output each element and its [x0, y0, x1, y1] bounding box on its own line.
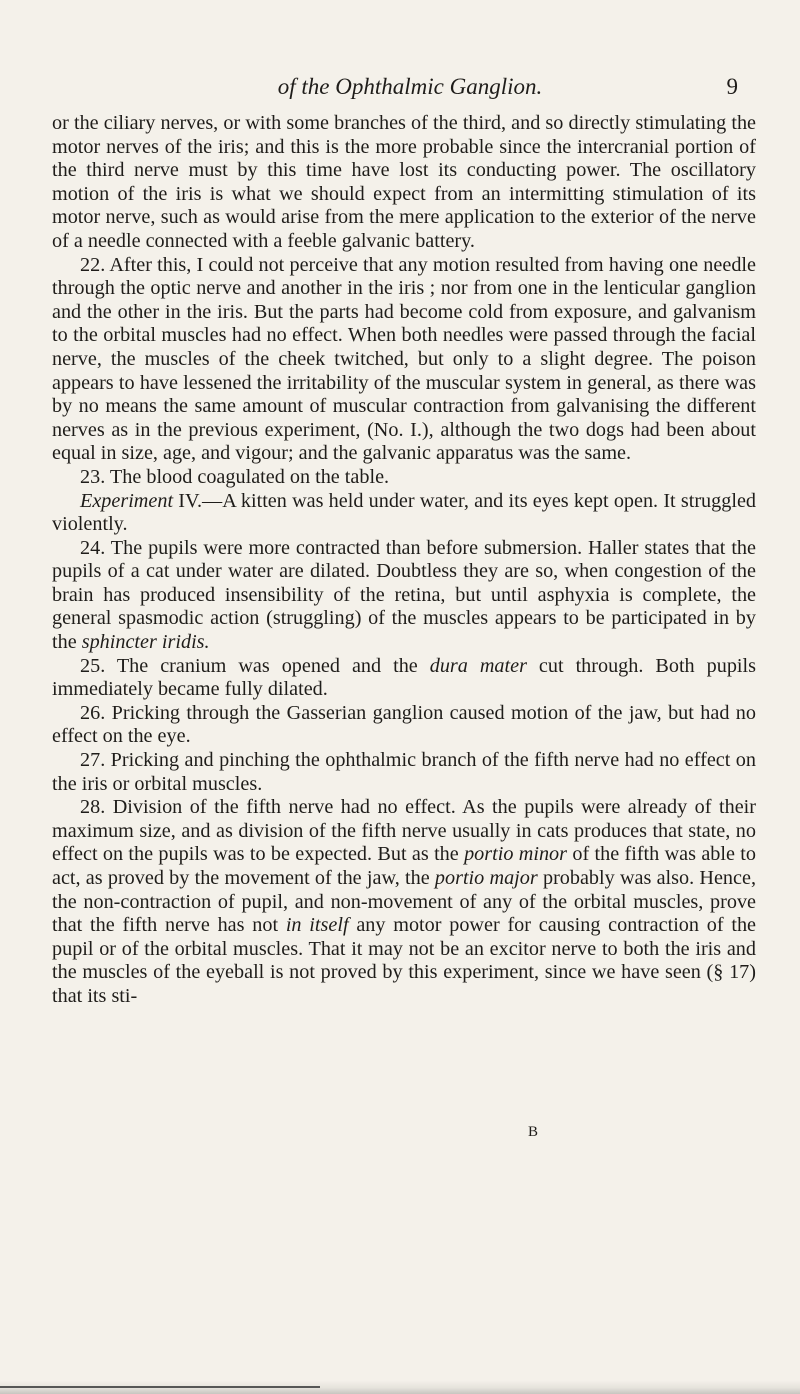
- section-number: 24.: [80, 536, 106, 559]
- italic-text: in itself: [285, 914, 349, 937]
- paragraph: [52, 112, 756, 254]
- paragraph: [52, 749, 756, 796]
- section-number: 27.: [80, 749, 106, 772]
- running-head: [80, 72, 740, 108]
- text-run: probably was also. Hence, the non-contraction of pupil, and non-movement of any of the orbital muscles, prove that the fifth nerve has not: [52, 867, 756, 937]
- text-run: The cranium was opened and the: [105, 654, 430, 677]
- body-text: [52, 112, 756, 1009]
- signature-mark: B: [528, 1124, 539, 1140]
- section-number: 26.: [80, 701, 106, 724]
- italic-text: portio minor: [464, 843, 568, 866]
- text-run: The blood coagulated on the table.: [105, 465, 390, 488]
- running-title: of the Ophthalmic Ganglion.: [277, 74, 543, 99]
- page-edge-line: [0, 1386, 320, 1388]
- paragraph: [52, 466, 756, 490]
- section-number: 25.: [80, 654, 106, 677]
- paragraph: [52, 655, 756, 702]
- text-run: IV.—A kitten was held under water, and its eyes kept open. It struggled violently.: [52, 489, 756, 536]
- section-number: 28.: [80, 796, 106, 819]
- text-run: cut through. Both pupils immediately became fully dilated.: [52, 654, 756, 701]
- section-number: 23.: [80, 465, 106, 488]
- text-run: of the fifth was able to act, as proved by the movement of the jaw, the: [52, 843, 756, 889]
- paragraph: [52, 537, 756, 655]
- italic-text: portio major: [434, 867, 538, 889]
- italic-text: dura mater: [429, 654, 527, 677]
- paragraph: [52, 490, 756, 537]
- italic-text: sphincter iridis.: [81, 631, 210, 654]
- paragraph: [52, 796, 756, 1008]
- text-run: any motor power for causing contraction of the pupil or of the orbital muscles. That it may not be an excitor nerve to both the iris and the muscles of the eyeball is not proved by this experiment, since we have seen (§ 17) that its sti-: [52, 914, 756, 1007]
- text-run: Pricking through the Gasserian ganglion caused motion of the jaw, but had no effect on the eye.: [52, 701, 756, 748]
- italic-text: Experiment: [80, 489, 174, 512]
- text-run: Division of the fifth nerve had no effect. As the pupils were already of their maximum size, and as division of the fifth nerve usually in cats produces that state, no effect on the pupils was to be expected. But as the: [52, 796, 756, 866]
- section-number: 22.: [80, 253, 106, 276]
- text-run: or the ciliary nerves, or with some branches of the third, and so directly stimulating the motor nerves of the iris; and this is the more probable since the intercranial portion of the third nerve must by this time have lost its conducting power. The oscillatory motion of the iris is what we should expect from an intermitting stimulation of its motor nerve, such as would arise from the mere application to the exterior of the nerve of a needle connected with a feeble galvanic battery.: [52, 112, 756, 252]
- text-run: The pupils were more contracted than before submersion. Haller states that the pupils of a cat under water are dilated. Doubtless they are so, when congestion of the brain has produced insensibility of the retina, but until asphyxia is complete, the general spasmodic action (struggling) of the muscles appears to be participated in by the: [52, 536, 756, 654]
- text-run: After this, I could not perceive that any motion resulted from having one needle through the optic nerve and another in the iris ; nor from one in the lenticular ganglion and the other in the iris. But the parts had become cold from exposure, and galvanism to the orbital muscles had no effect. When both needles were passed through the facial nerve, the muscles of the cheek twitched, but only to a slight degree. The poison appears to have lessened the irritability of the muscular system in general, as there was by no means the same amount of muscular contraction from galvanising the different nerves as in the previous experiment, (No. I.), although the two dogs had been about equal in size, age, and vigour; and the galvanic apparatus was the same.: [52, 253, 756, 465]
- text-run: Pricking and pinching the ophthalmic branch of the fifth nerve had no effect on the iris or orbital muscles.: [52, 749, 756, 795]
- paragraph: [52, 702, 756, 749]
- paragraph: [52, 254, 756, 466]
- page-number: 9: [726, 74, 738, 99]
